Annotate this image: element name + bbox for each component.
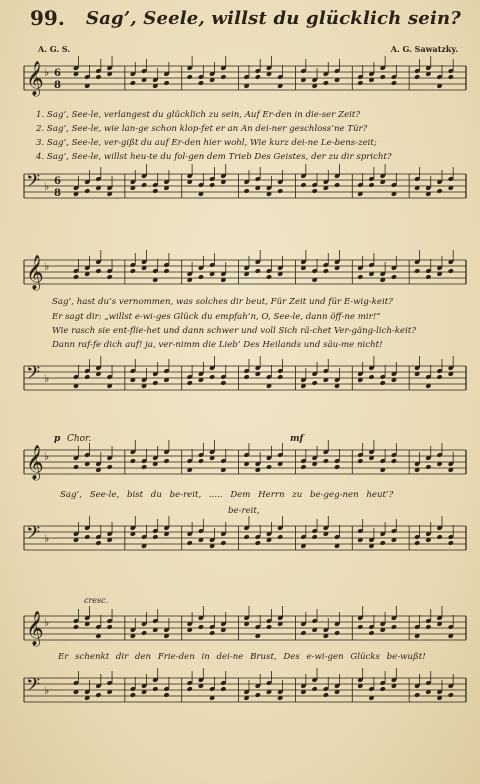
note-head: [380, 540, 386, 546]
hymn-title: Sag’, Seele, willst du glücklich sein?: [86, 8, 462, 29]
chorus-lyric-line-1: Sag’, See-le, bist du be-reit, ..... Dem Herrn zu be-geg-nen heut’?: [60, 490, 394, 500]
note-head: [187, 74, 193, 80]
note-head: [323, 692, 329, 698]
system-1-bass-staff: [0, 164, 480, 214]
note-head: [220, 540, 226, 546]
note-head: [243, 374, 249, 380]
note-head: [209, 182, 215, 188]
note-head: [312, 188, 318, 194]
key-signature-flat: ♭: [44, 180, 50, 193]
bass-clef: 𝄢: [26, 363, 41, 388]
note-head: [323, 80, 329, 86]
note-head: [163, 80, 169, 86]
note-head: [141, 464, 147, 470]
system-1-treble-staff: [0, 56, 480, 106]
note-head: [334, 464, 340, 470]
time-signature: 6: [54, 68, 61, 79]
verse-4-line: 4. Sag’, See-le, willst heu-te du fol-gen dem Trieb Des Geistes, der zu dir spricht?: [36, 152, 392, 162]
treble-clef: 𝄞: [26, 61, 44, 96]
note-head: [448, 268, 454, 274]
dynamic-piano: p: [54, 434, 61, 444]
note-head: [266, 274, 272, 280]
note-head: [95, 74, 101, 80]
note-head: [323, 458, 329, 464]
hymn-number: 99.: [30, 6, 65, 30]
note-head: [312, 534, 318, 540]
key-signature-flat: ♭: [44, 260, 50, 273]
note-head: [368, 374, 374, 380]
note-head: [220, 74, 226, 80]
note-head: [436, 534, 442, 540]
note-head: [312, 686, 318, 692]
note-head: [163, 692, 169, 698]
note-head: [130, 458, 136, 464]
note-head: [357, 80, 363, 86]
note-head: [300, 464, 306, 470]
note-head: [300, 630, 306, 636]
note-head: [357, 458, 363, 464]
note-head: [357, 624, 363, 630]
system-2-lyric-4: Dann raf-fe dich auf! ja, ver-nimm die Lieb’ Des Heilands und säu-me nicht!: [52, 340, 383, 350]
note-head: [84, 534, 90, 540]
note-head: [448, 74, 454, 80]
note-head: [198, 624, 204, 630]
chorus-label: Chor.: [67, 434, 92, 444]
note-head: [152, 686, 158, 692]
note-head: [380, 74, 386, 80]
lyricist-credit: A. G. S.: [38, 44, 71, 54]
bass-clef: 𝄢: [26, 523, 41, 548]
note-head: [73, 464, 79, 470]
note-head: [95, 692, 101, 698]
note-head: [220, 686, 226, 692]
note-head: [187, 540, 193, 546]
note-head: [391, 458, 397, 464]
system-3-bass-staff: [0, 516, 480, 566]
note-head: [107, 274, 113, 280]
note-head: [243, 534, 249, 540]
treble-clef: 𝄞: [26, 611, 44, 646]
note-head: [368, 182, 374, 188]
note-head: [73, 624, 79, 630]
key-signature-flat: ♭: [44, 532, 50, 545]
note-head: [220, 380, 226, 386]
note-head: [130, 80, 136, 86]
note-head: [187, 380, 193, 386]
note-head: [448, 692, 454, 698]
composer-credit: A. G. Sawatzky.: [390, 44, 458, 54]
note-head: [334, 182, 340, 188]
key-signature-flat: ♭: [44, 450, 50, 463]
note-head: [152, 534, 158, 540]
system-2-bass-staff: [0, 356, 480, 406]
bass-clef: 𝄢: [26, 675, 41, 700]
note-head: [163, 458, 169, 464]
note-head: [152, 188, 158, 194]
system-2-treble-staff: [0, 250, 480, 300]
treble-clef: 𝄞: [26, 255, 44, 290]
note-head: [243, 188, 249, 194]
note-head: [163, 268, 169, 274]
note-head: [84, 374, 90, 380]
note-head: [255, 692, 261, 698]
note-head: [141, 630, 147, 636]
system-4-treble-staff: [0, 606, 480, 656]
note-head: [266, 624, 272, 630]
verse-3-line: 3. Sag’, See-le, ver-gißt du auf Er-den hier wohl, Wie kurz dei-ne Le-bens-zeit;: [36, 138, 377, 148]
note-head: [266, 464, 272, 470]
note-head: [141, 182, 147, 188]
time-signature: 6: [54, 176, 61, 187]
note-head: [312, 380, 318, 386]
note-head: [436, 188, 442, 194]
note-head: [323, 268, 329, 274]
note-head: [73, 274, 79, 280]
verse-2-line: 2. Sag’, See-le, wie lan-ge schon klop-fet er an An dei-ner geschloss’ne Tür?: [36, 124, 368, 134]
note-head: [368, 630, 374, 636]
note-head: [209, 374, 215, 380]
system-2-lyric-1: Sag’, hast du’s vernommen, was solches dir beut, Für Zeit und für E-wig-keit?: [52, 297, 393, 307]
note-head: [107, 624, 113, 630]
note-head: [425, 624, 431, 630]
note-head: [198, 274, 204, 280]
note-head: [414, 74, 420, 80]
note-head: [277, 188, 283, 194]
note-head: [130, 268, 136, 274]
time-signature: 8: [54, 188, 61, 199]
note-head: [414, 268, 420, 274]
note-head: [198, 458, 204, 464]
chorus-lyric-line-2: Er schenkt dir den Frie-den in dei-ne Brust, Des e-wi-gen Glücks be-wußt!: [58, 652, 426, 662]
note-head: [277, 374, 283, 380]
system-3-treble-staff: [0, 440, 480, 490]
note-head: [380, 686, 386, 692]
dynamic-mezzo-forte: mf: [290, 434, 304, 444]
note-head: [255, 74, 261, 80]
note-head: [425, 274, 431, 280]
bass-clef: 𝄢: [26, 171, 41, 196]
note-head: [391, 80, 397, 86]
note-head: [107, 464, 113, 470]
note-head: [198, 80, 204, 86]
verse-1-line: 1. Sag’, See-le, verlangest du glücklich zu sein, Auf Er-den in die-ser Zeit?: [36, 110, 360, 120]
note-head: [277, 534, 283, 540]
note-head: [209, 630, 215, 636]
system-4-bass-staff: [0, 668, 480, 718]
note-head: [334, 630, 340, 636]
note-head: [425, 464, 431, 470]
note-head: [255, 540, 261, 546]
note-head: [391, 274, 397, 280]
key-signature-flat: ♭: [44, 66, 50, 79]
note-head: [357, 274, 363, 280]
system-2-lyric-3: Wie rasch sie ent-flie-het und dann schwer und voll Sich rä-chet Ver-gäng-lich-keit?: [52, 326, 416, 336]
note-head: [130, 692, 136, 698]
note-head: [391, 624, 397, 630]
note-head: [255, 268, 261, 274]
note-head: [414, 692, 420, 698]
note-head: [448, 540, 454, 546]
note-head: [300, 182, 306, 188]
note-head: [152, 380, 158, 386]
note-head: [95, 540, 101, 546]
system-2-lyric-2: Er sagt dir: „willst e-wi-ges Glück du empfah’n, O, See-le, dann öff-ne mir!“: [52, 312, 381, 322]
note-head: [187, 686, 193, 692]
note-head: [95, 268, 101, 274]
note-head: [84, 188, 90, 194]
treble-clef: 𝄞: [26, 445, 44, 480]
crescendo-marking: cresc.: [84, 596, 109, 605]
key-signature-flat: ♭: [44, 616, 50, 629]
note-head: [436, 374, 442, 380]
chorus-bass-lyric: be-reit,: [228, 506, 260, 516]
note-head: [380, 380, 386, 386]
note-head: [414, 540, 420, 546]
time-signature: 8: [54, 80, 61, 91]
key-signature-flat: ♭: [44, 372, 50, 385]
key-signature-flat: ♭: [44, 684, 50, 697]
